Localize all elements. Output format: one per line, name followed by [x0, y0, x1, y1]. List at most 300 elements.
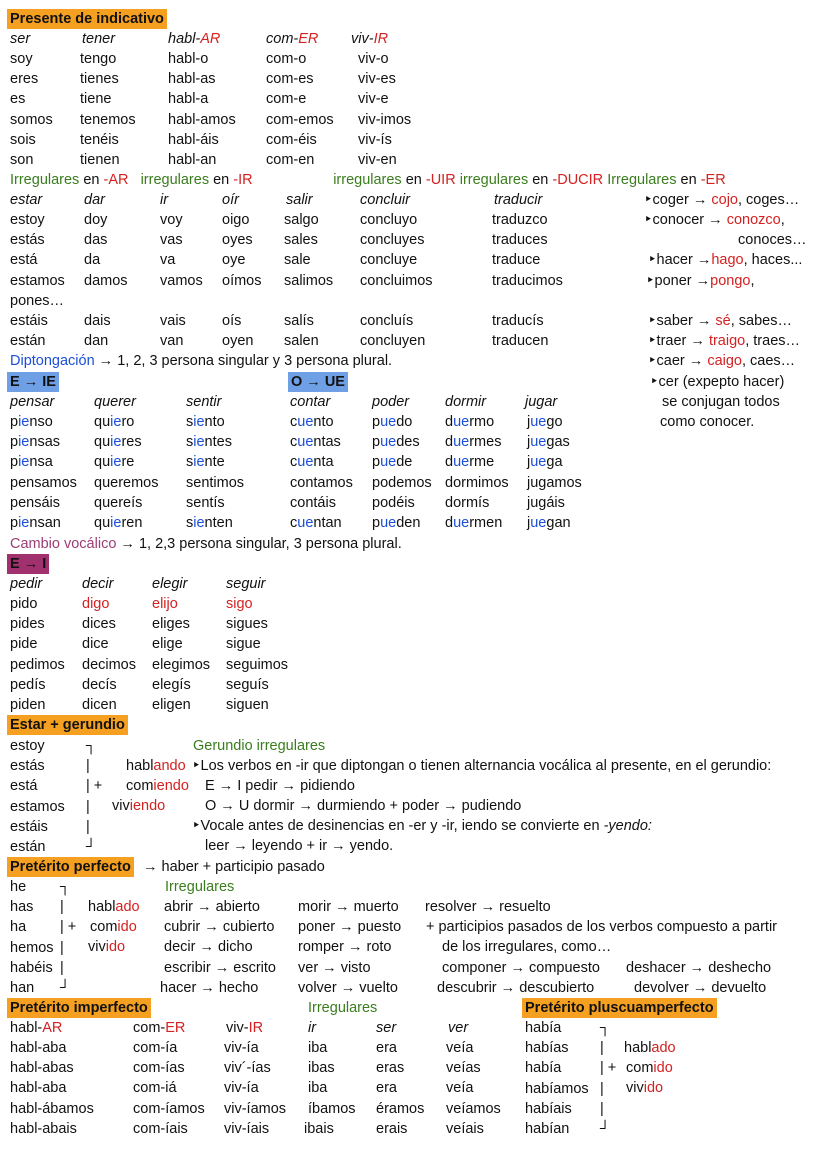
verb-head: dar	[84, 192, 105, 208]
conjugation-cell: viv-ía	[224, 1080, 259, 1097]
text-run: rmes	[469, 434, 502, 451]
conjugation-cell: concluye	[360, 252, 418, 268]
er-irregular-note	[648, 311, 792, 331]
text-run: qu	[94, 454, 111, 471]
conjugation-cell	[152, 675, 191, 695]
conjugation-cell: va	[160, 252, 176, 268]
conjugation-cell: com-íamos	[133, 1100, 205, 1117]
text-run: iendo	[129, 798, 166, 814]
participle-pair: cubrir → cubierto	[164, 919, 275, 936]
text-run: ue	[530, 434, 547, 451]
conjugation-cell	[10, 695, 45, 715]
participle-er	[626, 1058, 673, 1078]
conjugation-cell: traducimos	[492, 273, 563, 289]
text-run: res	[121, 434, 142, 451]
conjugation-cell: com-emos	[266, 111, 334, 128]
participle-ar	[88, 897, 140, 917]
conjugation-cell	[10, 513, 61, 533]
conjugation-cell	[94, 513, 142, 533]
participle-note: + participios pasados de los verbos compuesto a partir	[426, 919, 778, 935]
text-run: viv-	[351, 31, 374, 47]
er-irregular-note	[650, 372, 784, 392]
text-run: ‣hacer →	[648, 252, 712, 268]
text-run: decís	[82, 676, 117, 693]
text-run: seguís	[226, 676, 269, 693]
bracket: | +	[600, 1060, 617, 1077]
text-run: elegimos	[152, 656, 211, 673]
text-run: sigue	[226, 636, 261, 653]
text-run: rmo	[469, 414, 495, 430]
participle-pair: abrir → abierto	[164, 899, 260, 915]
participle-pair: escribir → escrito	[164, 959, 276, 976]
conjugation-cell	[445, 493, 489, 513]
conjugation-cell: van	[160, 333, 184, 349]
verb-head: elegir	[152, 576, 188, 592]
bracket: ┘	[86, 839, 97, 855]
text-run: qu	[94, 515, 111, 531]
section-header-estar-gerundio: Estar + gerundio	[7, 715, 128, 735]
text-run: ‣coger →	[644, 192, 712, 208]
text-run: irregulares	[140, 172, 210, 188]
text-run: c	[290, 434, 298, 451]
text-run: nten	[204, 515, 233, 531]
conjugation-cell: dais	[84, 313, 111, 329]
conjugation-cell: veíamos	[446, 1100, 501, 1117]
estar-form: estáis	[10, 818, 48, 835]
text-run	[128, 172, 140, 188]
conjugation-cell	[445, 432, 501, 452]
text-run: , coges…	[738, 192, 800, 208]
er-irregular-note	[646, 271, 755, 291]
text-run: decimos	[82, 656, 136, 673]
text-run: habl	[624, 1040, 652, 1056]
text-run: p	[372, 414, 381, 430]
conjugation-cell: ibais	[304, 1120, 334, 1137]
section-header-perfecto: Pretérito perfecto	[7, 857, 134, 877]
text-run: com-	[266, 31, 299, 47]
text-run: viv	[88, 939, 106, 955]
bracket: ┐	[60, 879, 71, 895]
text-run: ER	[298, 31, 319, 47]
text-run: Diptongación	[10, 353, 95, 369]
imperfecto-irregular-title: Irregulares	[308, 1000, 378, 1016]
conjugation-cell: veía	[446, 1040, 474, 1056]
er-irregular-note	[648, 351, 795, 371]
text-run: ue	[297, 454, 314, 471]
conjugation-cell	[152, 655, 210, 675]
conjugation-cell	[94, 432, 142, 452]
verb-head: ser	[10, 31, 31, 47]
gerund-note: E → I pedir → pidiendo	[205, 778, 355, 794]
conjugation-cell	[152, 614, 190, 634]
conjugation-cell: concluimos	[360, 273, 433, 289]
text-run: ro	[121, 414, 135, 430]
conjugation-cell: viv-en	[358, 152, 397, 168]
estar-form: estoy	[10, 738, 45, 754]
participle-pair: resolver → resuelto	[425, 899, 551, 915]
text-run: d	[445, 414, 454, 430]
participle-note: de los irregulares, como…	[442, 939, 612, 955]
text-run: go	[546, 414, 563, 430]
text-run: d	[445, 454, 454, 471]
conjugation-cell	[372, 452, 412, 472]
text-run: ie	[193, 515, 205, 531]
text-run: IR	[248, 1020, 264, 1036]
bracket: ┐	[86, 738, 97, 754]
text-run: ido	[117, 919, 137, 935]
text-run: ‣Vocale antes de desinencias en -er y -ir, iendo se convierte en	[192, 818, 604, 834]
conjugation-cell: viv-es	[358, 71, 396, 88]
bracket: | +	[60, 919, 77, 936]
text-run: ue	[530, 414, 547, 430]
conjugation-cell	[445, 473, 509, 493]
participle-ir	[88, 937, 125, 957]
text-run: ntas	[313, 434, 341, 451]
text-run: piden	[10, 697, 46, 713]
er-irregular-note	[660, 412, 754, 432]
conjugation-cell: da	[84, 252, 101, 268]
text-run: Irregulares	[607, 172, 677, 188]
conjugation-cell: com-ías	[133, 1060, 185, 1077]
text-run: pedís	[10, 676, 46, 693]
text-run: pensamos	[10, 474, 77, 491]
conjugation-cell	[10, 634, 37, 654]
gerund-ar	[126, 756, 186, 776]
text-run: sigo	[226, 596, 253, 612]
estar-form: está	[10, 778, 38, 795]
conjugation-cell	[94, 473, 158, 493]
conjugation-cell: com-íais	[133, 1120, 188, 1137]
conjugation-cell: habl-aba	[10, 1080, 67, 1097]
haber-form: hemos	[10, 939, 54, 956]
participle-pair: morir → muerto	[298, 899, 399, 915]
text-run: AR	[200, 31, 221, 47]
conjugation-cell	[226, 614, 268, 634]
haber-form: he	[10, 879, 27, 895]
text-run: rmen	[469, 515, 503, 531]
conjugation-cell: traducís	[492, 313, 544, 329]
conjugation-cell: concluyes	[360, 232, 425, 248]
conjugation-cell	[527, 432, 570, 452]
conjugation-cell: es	[10, 91, 26, 108]
conjugation-cell	[186, 473, 244, 493]
text-run: en	[209, 172, 234, 188]
conjugation-cell: com-iá	[133, 1080, 177, 1097]
conjugation-cell: habl-áis	[168, 131, 219, 148]
conjugation-cell	[445, 412, 494, 432]
verb-head: tener	[82, 31, 116, 47]
text-run: sentimos	[186, 474, 245, 491]
text-run: com	[126, 778, 154, 794]
text-run: viv-	[226, 1020, 249, 1036]
estar-form: estás	[10, 758, 45, 775]
verb-head	[351, 29, 388, 49]
verb-head: dormir	[445, 394, 487, 410]
text-run: ie	[193, 454, 205, 471]
text-run: -AR	[103, 172, 129, 188]
text-run: ie	[110, 454, 122, 471]
conjugation-cell	[94, 452, 134, 472]
text-run: iendo	[153, 778, 189, 794]
er-irregular-note	[662, 392, 780, 412]
text-run: irregulares	[459, 172, 529, 188]
text-run: ando	[153, 758, 186, 774]
bracket: ┘	[600, 1121, 611, 1137]
verb-head: concluir	[360, 192, 410, 208]
text-run: ER	[165, 1020, 186, 1036]
haber-form: habías	[525, 1040, 569, 1057]
verb-head	[168, 29, 220, 49]
conjugation-cell: salimos	[284, 273, 334, 289]
er-irregular-note	[738, 230, 807, 250]
conjugation-cell	[10, 675, 45, 695]
text-run: Cambio vocálico	[10, 536, 117, 552]
diptongacion-rule	[10, 351, 392, 371]
text-run: ie	[18, 434, 30, 451]
text-run: contamos	[290, 474, 353, 491]
conjugation-cell: oímos	[222, 273, 262, 289]
conjugation-cell: veíais	[446, 1120, 484, 1137]
conjugation-cell: oyen	[222, 333, 254, 349]
conjugation-cell: concluyen	[360, 333, 426, 349]
conjugation-cell: sales	[284, 232, 318, 248]
conjugation-cell: tiene	[80, 91, 112, 108]
text-run: como conocer.	[660, 414, 755, 430]
text-run: -IR	[233, 172, 253, 188]
conjugation-cell: iba	[308, 1080, 328, 1097]
text-run: ,	[750, 273, 755, 289]
text-run: j	[527, 515, 531, 531]
conjugation-cell: viv´-ías	[224, 1060, 271, 1077]
conjugation-cell: habl-as	[168, 71, 216, 88]
text-run: dices	[82, 616, 116, 633]
text-run: nta	[313, 454, 334, 471]
conjugation-cell	[186, 432, 232, 452]
text-run: ntan	[313, 515, 342, 531]
text-run: siguen	[226, 697, 269, 713]
conjugation-cell: oís	[222, 313, 242, 329]
conjugation-cell: veía	[446, 1080, 474, 1097]
text-run: nso	[29, 414, 53, 430]
conjugation-cell	[527, 452, 563, 472]
text-run: ,	[780, 212, 785, 228]
estar-form: están	[10, 839, 46, 855]
conjugation-cell: habl-abais	[10, 1120, 77, 1137]
text-run: p	[10, 454, 19, 471]
conjugation-cell: viv-o	[358, 51, 389, 67]
participle-ir	[626, 1078, 663, 1098]
conjugation-cell: traducen	[492, 333, 549, 349]
conjugation-cell: sale	[284, 252, 311, 268]
conjugation-cell	[226, 594, 253, 614]
gerund-note: leer → leyendo + ir → yendo.	[205, 838, 394, 854]
text-run: eliges	[152, 616, 190, 633]
conjugation-cell: están	[10, 333, 46, 349]
conjugation-cell	[290, 432, 341, 452]
verb-head: ser	[376, 1020, 397, 1036]
text-run: c	[290, 414, 298, 430]
participle-pair: poner → puesto	[298, 919, 402, 936]
conjugation-cell	[10, 493, 60, 513]
text-run: ie	[18, 515, 30, 531]
conjugation-cell: tenéis	[80, 131, 119, 148]
conjugation-cell	[372, 473, 432, 493]
conjugation-cell: iba	[308, 1040, 328, 1056]
text-run: -yendo:	[603, 818, 652, 834]
participle-pair: romper → roto	[298, 939, 392, 956]
text-run: ie	[18, 454, 30, 471]
conjugation-cell	[152, 594, 178, 614]
conjugation-cell	[290, 493, 336, 513]
text-run: habl-	[10, 1020, 43, 1036]
conjugation-cell: tienen	[80, 152, 120, 168]
er-irregular-note	[644, 210, 785, 230]
conjugation-cell: viv-íamos	[224, 1100, 287, 1117]
verb-head: estar	[10, 192, 43, 208]
participle-pair: devolver → devuelto	[634, 980, 767, 996]
text-run: elige	[152, 636, 183, 653]
text-run: contáis	[290, 494, 336, 511]
conjugation-cell: com-en	[266, 152, 315, 168]
conjugation-cell: ibas	[308, 1060, 335, 1077]
conjugation-cell	[290, 452, 334, 472]
conjugation-cell: habl-a	[168, 91, 209, 108]
text-run: nsa	[29, 454, 53, 471]
badge-e-ie: E → IE	[7, 372, 59, 392]
text-run: p	[372, 515, 381, 531]
text-run: jugáis	[527, 494, 565, 511]
conjugation-cell: era	[376, 1080, 397, 1097]
haber-form: han	[10, 980, 35, 996]
text-run: ue	[297, 434, 314, 451]
text-run: -ER	[700, 172, 726, 188]
conjugation-cell: vamos	[160, 273, 203, 289]
text-run: dice	[82, 636, 109, 653]
participle-ar	[624, 1038, 676, 1058]
conjugation-cell: erais	[376, 1120, 408, 1137]
bracket: |	[86, 798, 90, 815]
text-run: podemos	[372, 474, 432, 491]
text-run: de	[396, 454, 413, 471]
conjugation-cell	[82, 695, 117, 715]
conjugation-cell: concluís	[360, 313, 414, 329]
conjugation-cell: estás	[10, 232, 45, 248]
conjugation-cell: somos	[10, 111, 53, 128]
section-header-imperfecto: Pretérito imperfecto	[7, 998, 151, 1018]
conjugation-cell	[82, 594, 109, 614]
conjugation-cell: tengo	[80, 51, 117, 67]
estar-form: estamos	[10, 798, 65, 815]
conjugation-cell	[226, 634, 261, 654]
text-run: nsan	[29, 515, 61, 531]
verb-head: sentir	[186, 394, 222, 410]
text-run: ie	[110, 414, 122, 430]
text-run: ue	[453, 515, 470, 531]
text-run: ie	[110, 434, 122, 451]
conjugation-cell: salen	[284, 333, 319, 349]
conjugation-cell: viv-ía	[224, 1040, 259, 1056]
conjugation-cell: doy	[84, 212, 108, 228]
conjugation-cell	[82, 655, 136, 675]
haber-form: habéis	[10, 959, 53, 976]
text-run: jugamos	[527, 474, 582, 491]
badge-e-i: E → I	[7, 554, 49, 574]
haber-form: habían	[525, 1121, 570, 1137]
conjugation-cell: tienes	[80, 71, 119, 88]
text-run: en	[528, 172, 553, 188]
conjugation-cell: eras	[376, 1060, 405, 1077]
conjugation-cell: voy	[160, 212, 183, 228]
participle-pair: volver → vuelto	[298, 979, 398, 996]
conjugation-cell: com-es	[266, 71, 314, 88]
text-run: viv	[626, 1080, 644, 1096]
text-run: com	[90, 919, 118, 935]
text-run: nsas	[29, 434, 61, 451]
conjugation-cell: habl-o	[168, 51, 209, 67]
text-run: irregulares	[333, 172, 402, 188]
text-run: traigo	[708, 333, 746, 349]
text-run: dicen	[82, 697, 117, 713]
verb-head	[133, 1018, 185, 1038]
verb-head: ir	[308, 1020, 317, 1036]
conjugation-cell: vas	[160, 232, 183, 248]
text-run: → 1, 2,3 persona singular, 3 persona plural.	[116, 536, 402, 552]
conjugation-cell: tenemos	[80, 111, 136, 128]
text-run: p	[10, 434, 19, 451]
text-run: c	[290, 454, 298, 471]
text-run: pide	[10, 636, 38, 653]
er-irregular-note	[648, 250, 802, 270]
conjugation-cell	[527, 412, 563, 432]
text-run: ue	[380, 454, 397, 471]
conjugation-cell: vais	[160, 313, 186, 329]
text-run: j	[527, 434, 531, 451]
conjugation-cell	[152, 695, 191, 715]
text-run: ie	[193, 434, 205, 451]
gerund-note: ‣Los verbos en -ir que diptongan o tienen alternancia vocálica al presente, en el gerundio:	[192, 758, 772, 774]
conjugation-cell: habl-abas	[10, 1060, 74, 1077]
text-run	[253, 172, 334, 188]
conjugation-cell: son	[10, 152, 34, 168]
bracket: ┘	[60, 980, 71, 996]
text-run: pongo	[710, 273, 751, 289]
conjugation-cell: oyes	[222, 232, 253, 248]
conjugation-cell: viv-imos	[358, 111, 412, 128]
text-run: en	[676, 172, 701, 188]
text-run: p	[372, 434, 381, 451]
bracket: ┐	[600, 1020, 611, 1036]
conjugation-cell	[445, 452, 494, 472]
conjugation-cell: eres	[10, 71, 39, 88]
text-run: ‣caer →	[648, 353, 708, 369]
text-run: sé	[715, 313, 731, 329]
conjugation-cell: éramos	[376, 1100, 425, 1117]
conjugation-cell: salgo	[284, 212, 319, 228]
conjugation-cell	[372, 412, 412, 432]
haber-form: había	[525, 1060, 562, 1077]
text-run: qu	[94, 434, 111, 451]
conjugation-cell: salís	[284, 313, 314, 329]
conjugation-cell: com-o	[266, 51, 307, 67]
text-run: , caes…	[742, 353, 796, 369]
conjugation-cell	[527, 493, 565, 513]
text-run: s	[186, 454, 194, 471]
text-run: -UIR	[425, 172, 456, 188]
text-run: dormís	[445, 494, 490, 511]
conjugation-cell: habl-ábamos	[10, 1100, 94, 1117]
text-run: ado	[651, 1040, 676, 1056]
conjugation-cell	[10, 655, 65, 675]
